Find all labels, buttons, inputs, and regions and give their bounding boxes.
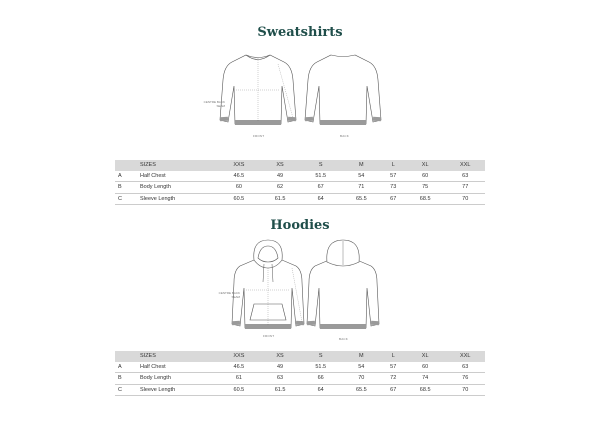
header-cell: XXL <box>460 353 471 360</box>
table-cell: 67 <box>317 184 324 191</box>
table-cell: 61.5 <box>274 195 286 202</box>
table-cell: 60 <box>422 172 429 179</box>
table-cell: 67 <box>390 386 397 393</box>
table-cell: 61.5 <box>274 386 286 393</box>
sweatshirt-back-diagram <box>303 50 383 135</box>
sweatshirts-title: Sweatshirts <box>257 25 343 40</box>
table-cell: 65.5 <box>355 386 367 393</box>
table-cell: 63 <box>462 172 469 179</box>
header-cell <box>115 160 140 171</box>
table-cell: 60 <box>422 363 429 370</box>
table-cell: 63 <box>277 375 284 382</box>
table-cell: 46.5 <box>233 363 245 370</box>
table-cell: 49 <box>277 172 284 179</box>
table-row <box>115 171 485 182</box>
table-cell: 51.5 <box>315 363 327 370</box>
table-cell: 72 <box>390 375 397 382</box>
table-cell: 67 <box>390 195 397 202</box>
header-cell <box>115 351 140 362</box>
hoodies-title: Hoodies <box>270 218 330 233</box>
row-label: Body Length <box>140 375 171 382</box>
table-cell: 70 <box>462 386 469 393</box>
hoodie-back-label: BACK <box>339 337 348 341</box>
sweatshirt-seam-note: CENTRE BACK SEAM <box>203 100 225 108</box>
row-label: Sleeve Length <box>140 195 176 202</box>
table-cell: 54 <box>358 172 365 179</box>
row-label: Sleeve Length <box>140 386 176 393</box>
table-row <box>115 362 485 373</box>
table-cell: 60 <box>235 184 242 191</box>
table-cell: 74 <box>422 375 429 382</box>
table-cell: 54 <box>358 363 365 370</box>
table-cell: 64 <box>317 195 324 202</box>
header-cell: SIZES <box>140 162 156 169</box>
table-cell: 75 <box>422 184 429 191</box>
table-cell: 49 <box>277 363 284 370</box>
table-cell: 64 <box>317 386 324 393</box>
sweatshirt-front-diagram <box>218 50 298 135</box>
table-cell: 66 <box>317 375 324 382</box>
row-letter: C <box>118 195 122 202</box>
table-cell: 68.5 <box>419 386 431 393</box>
table-cell: 68.5 <box>419 195 431 202</box>
header-cell: S <box>318 162 323 169</box>
row-letter: A <box>118 172 122 179</box>
header-cell: XXS <box>233 162 245 169</box>
sweatshirt-front-label: FRONT <box>253 134 265 138</box>
row-letter: C <box>118 386 122 393</box>
table-cell: 62 <box>277 184 284 191</box>
table-row <box>115 193 485 205</box>
table-cell: 60.5 <box>233 386 245 393</box>
row-label: Half Chest <box>140 363 166 370</box>
row-label: Body Length <box>140 184 171 191</box>
header-cell: L <box>391 162 395 169</box>
header-cell: XXS <box>233 353 245 360</box>
table-cell: 77 <box>462 184 469 191</box>
table-cell: 70 <box>462 195 469 202</box>
table-cell: 60.5 <box>233 195 245 202</box>
table-cell: 57 <box>390 363 397 370</box>
sweatshirt-back-label: BACK <box>340 134 349 138</box>
table-cell: 61 <box>235 375 242 382</box>
header-cell: XL <box>421 353 429 360</box>
header-cell: XS <box>276 162 284 169</box>
hoodie-front-label: FRONT <box>263 334 275 338</box>
header-cell: XL <box>421 162 429 169</box>
header-cell: XXL <box>460 162 471 169</box>
table-cell: 71 <box>358 184 365 191</box>
hoodie-front-diagram <box>230 238 306 334</box>
header-cell: M <box>359 353 364 360</box>
header-cell: L <box>391 353 395 360</box>
hoodie-size-table <box>115 351 485 396</box>
table-cell: 46.5 <box>233 172 245 179</box>
hoodie-back-diagram <box>305 238 381 334</box>
table-cell: 51.5 <box>315 172 327 179</box>
row-letter: B <box>118 184 122 191</box>
table-cell: 73 <box>390 184 397 191</box>
table-header-row <box>115 351 485 362</box>
table-row <box>115 384 485 396</box>
table-header-row <box>115 160 485 171</box>
table-row <box>115 182 485 194</box>
table-cell: 57 <box>390 172 397 179</box>
header-cell: XS <box>276 353 284 360</box>
hoodie-seam-note: CENTRE BACK SEAM <box>218 291 240 299</box>
sweatshirt-size-table <box>115 160 485 205</box>
row-letter: A <box>118 363 122 370</box>
table-cell: 70 <box>358 375 365 382</box>
table-row <box>115 373 485 385</box>
header-cell: SIZES <box>140 353 156 360</box>
row-label: Half Chest <box>140 172 166 179</box>
row-letter: B <box>118 375 122 382</box>
table-cell: 63 <box>462 363 469 370</box>
table-cell: 65.5 <box>355 195 367 202</box>
header-cell: S <box>318 353 323 360</box>
header-cell: M <box>359 162 364 169</box>
table-cell: 76 <box>462 375 469 382</box>
